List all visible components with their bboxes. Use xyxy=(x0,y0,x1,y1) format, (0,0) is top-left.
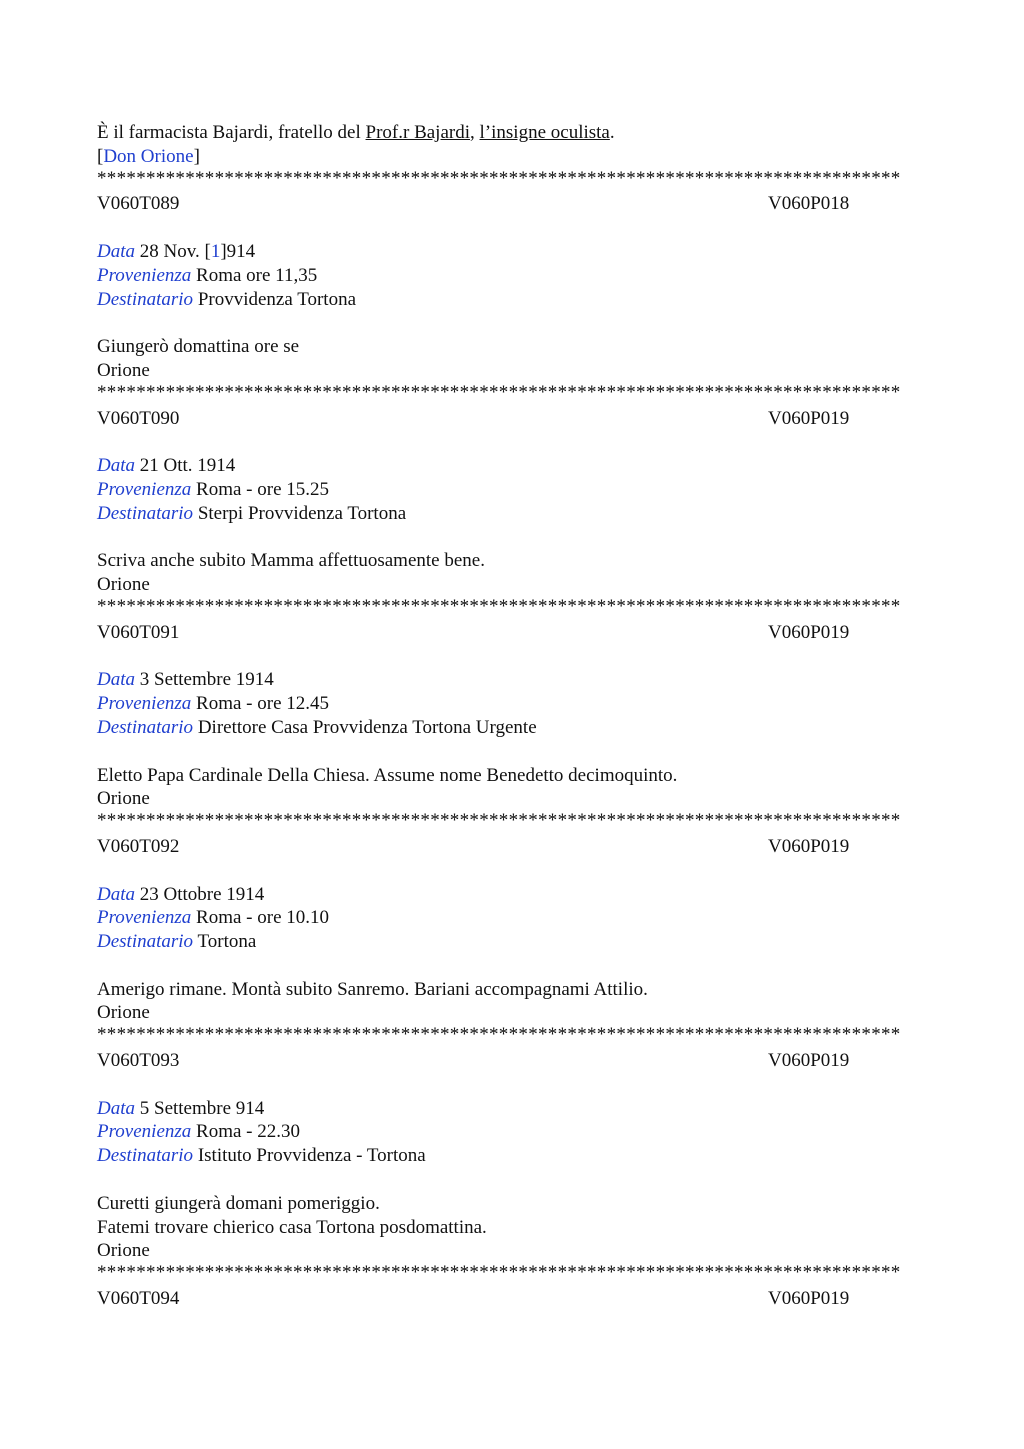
destinatario-line xyxy=(97,930,927,954)
separator: ********************************************************************************** xyxy=(97,811,901,832)
telegram-body: Scriva anche subito Mamma affettuosamente bene. xyxy=(97,550,485,572)
data-value: 3 Settembre 1914 xyxy=(135,669,274,691)
data-line xyxy=(97,454,927,478)
page-id: V060P018 xyxy=(768,193,850,215)
intro-line xyxy=(97,121,927,145)
telegram-body: Eletto Papa Cardinale Della Chiesa. Assume nome Benedetto decimoquinto. xyxy=(97,764,678,786)
destinatario-value: Tortona xyxy=(193,931,257,953)
destinatario-label: Destinatario xyxy=(97,502,194,524)
destinatario-label: Destinatario xyxy=(97,1145,194,1167)
telegram-id: V060T089 xyxy=(97,193,180,215)
id-row xyxy=(97,192,927,216)
intro-text: È il farmacista Bajardi, fratello del xyxy=(97,122,366,143)
telegram-signature: Orione xyxy=(97,788,150,810)
provenienza-label: Provenienza xyxy=(97,1121,192,1143)
telegram-id: V060T094 xyxy=(97,1288,180,1310)
destinatario-value: Istituto Provvidenza - Tortona xyxy=(193,1145,426,1167)
telegram-signature: Orione xyxy=(97,359,150,381)
data-label: Data xyxy=(97,883,135,905)
intro-signature xyxy=(97,145,927,169)
provenienza-label: Provenienza xyxy=(97,478,192,500)
page-id: V060P019 xyxy=(768,1288,850,1310)
id-row xyxy=(97,1049,927,1073)
data-value: 28 Nov. [ xyxy=(135,240,211,262)
id-row xyxy=(97,835,927,859)
data-value-end: ]914 xyxy=(220,240,256,262)
provenienza-value: Roma - ore 10.10 xyxy=(191,907,330,929)
destinatario-label: Destinatario xyxy=(97,288,194,310)
provenienza-line xyxy=(97,692,927,716)
destinatario-value: Provvidenza Tortona xyxy=(193,288,357,310)
provenienza-label: Provenienza xyxy=(97,693,192,715)
provenienza-value: Roma - ore 15.25 xyxy=(191,478,330,500)
telegram-signature: Orione xyxy=(97,1002,150,1024)
telegram-id: V060T090 xyxy=(97,407,180,429)
provenienza-line xyxy=(97,264,927,288)
data-line xyxy=(97,240,927,264)
signature-name: Don Orione xyxy=(103,145,194,167)
telegram-body: Amerigo rimane. Montà subito Sanremo. Bariani accompagnami Attilio. xyxy=(97,978,648,1000)
data-value-insert: 1 xyxy=(210,240,221,262)
page-id: V060P019 xyxy=(768,1050,850,1072)
telegram-body: Giungerò domattina ore se xyxy=(97,336,300,358)
provenienza-line xyxy=(97,1120,927,1144)
telegram-id: V060T093 xyxy=(97,1050,180,1072)
bracket-close: ] xyxy=(193,145,200,167)
data-line xyxy=(97,883,927,907)
data-label: Data xyxy=(97,240,135,262)
separator: ********************************************************************************** xyxy=(97,168,901,189)
id-row xyxy=(97,1287,927,1311)
page-id: V060P019 xyxy=(768,407,850,429)
provenienza-value: Roma - ore 12.45 xyxy=(191,693,330,715)
destinatario-line xyxy=(97,502,927,526)
document-page xyxy=(97,121,927,1311)
page-id: V060P019 xyxy=(768,835,850,857)
provenienza-value: Roma ore 11,35 xyxy=(191,264,318,286)
destinatario-label: Destinatario xyxy=(97,931,194,953)
provenienza-label: Provenienza xyxy=(97,907,192,929)
intro-comma: , xyxy=(470,122,480,143)
id-row xyxy=(97,621,927,645)
separator: ********************************************************************************** xyxy=(97,596,901,617)
destinatario-value: Direttore Casa Provvidenza Tortona Urgente xyxy=(193,716,537,738)
destinatario-value: Sterpi Provvidenza Tortona xyxy=(193,502,407,524)
page-id: V060P019 xyxy=(768,621,850,643)
provenienza-label: Provenienza xyxy=(97,264,192,286)
telegram-body: Fatemi trovare chierico casa Tortona posdomattina. xyxy=(97,1216,487,1238)
data-line xyxy=(97,668,927,692)
data-label: Data xyxy=(97,455,135,477)
telegram-signature: Orione xyxy=(97,1240,150,1262)
separator: ********************************************************************************** xyxy=(97,382,901,403)
data-value: 5 Settembre 914 xyxy=(135,1097,265,1119)
prof-bajardi-link[interactable]: Prof.r Bajardi xyxy=(365,122,471,143)
provenienza-line xyxy=(97,906,927,930)
oculista-link[interactable]: l’insigne oculista xyxy=(479,122,610,143)
separator: ********************************************************************************** xyxy=(97,1263,901,1284)
telegram-id: V060T091 xyxy=(97,621,180,643)
data-label: Data xyxy=(97,1097,135,1119)
separator: ********************************************************************************** xyxy=(97,1025,901,1046)
provenienza-value: Roma - 22.30 xyxy=(191,1121,300,1143)
destinatario-label: Destinatario xyxy=(97,716,194,738)
telegram-signature: Orione xyxy=(97,574,150,596)
telegram-id: V060T092 xyxy=(97,835,180,857)
data-line xyxy=(97,1097,927,1121)
data-value: 23 Ottobre 1914 xyxy=(135,883,265,905)
telegram-body: Curetti giungerà domani pomeriggio. xyxy=(97,1192,380,1214)
intro-period: . xyxy=(609,122,615,143)
data-label: Data xyxy=(97,669,135,691)
bracket-open: [ xyxy=(97,145,104,167)
provenienza-line xyxy=(97,478,927,502)
destinatario-line xyxy=(97,288,927,312)
destinatario-line xyxy=(97,716,927,740)
destinatario-line xyxy=(97,1144,927,1168)
id-row xyxy=(97,407,927,431)
data-value: 21 Ott. 1914 xyxy=(135,455,236,477)
